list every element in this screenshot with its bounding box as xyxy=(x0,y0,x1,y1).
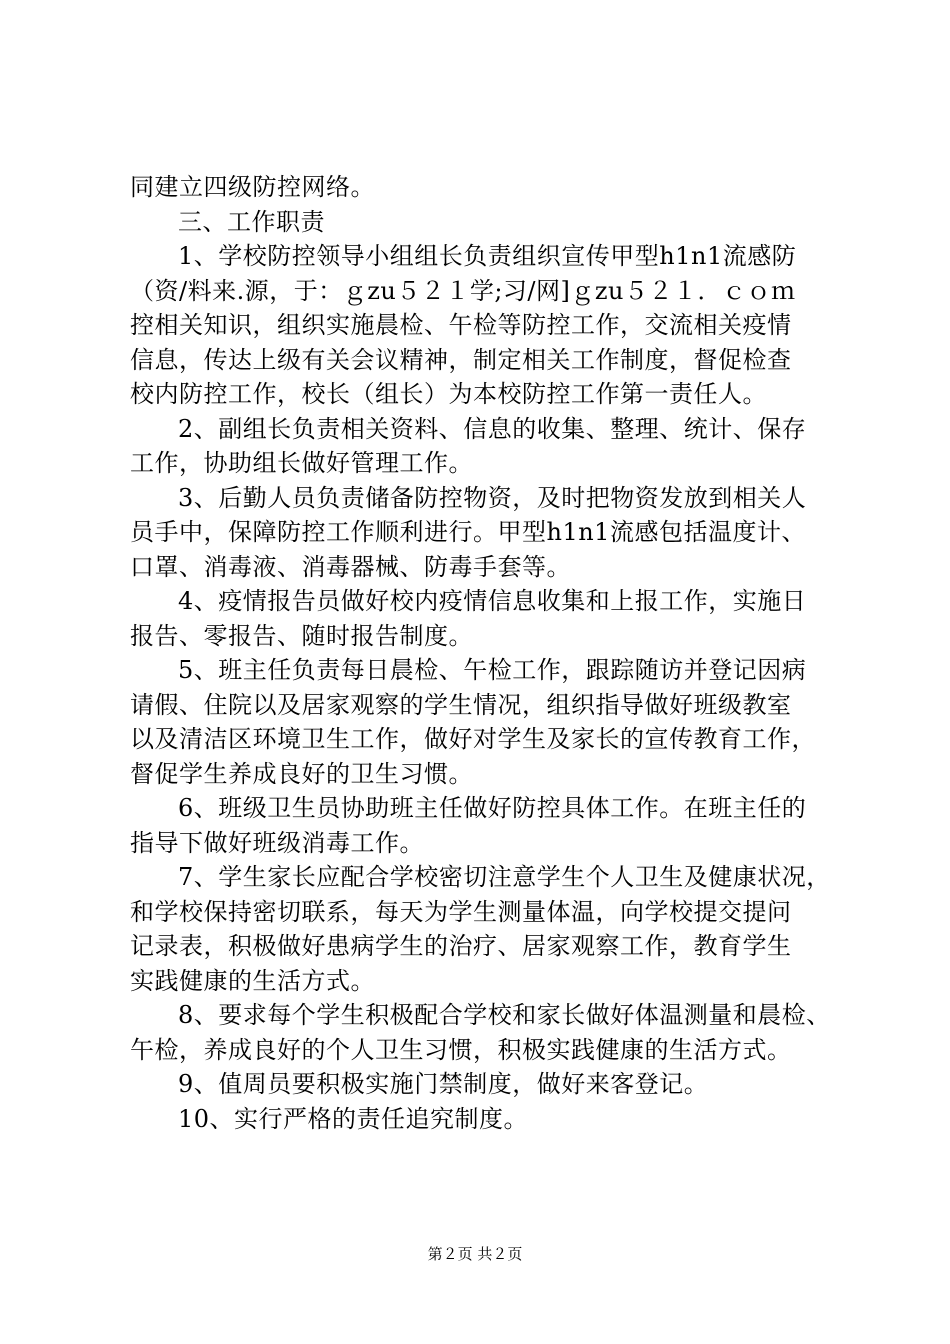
text-line: 4、疫情报告员做好校内疫情信息收集和上报工作，实施日 xyxy=(178,587,807,615)
text-line: 督促学生养成良好的卫生习惯。 xyxy=(130,759,473,788)
text-line: 10、实行严格的责任追究制度。 xyxy=(178,1104,529,1133)
text-line: 校内防控工作，校长（组长）为本校防控工作第一责任人。 xyxy=(130,380,767,408)
text-line: 2、副组长负责相关资料、信息的收集、整理、统计、保存 xyxy=(178,414,807,443)
text-line: 8、要求每个学生积极配合学校和家长做好体温测量和晨检、 xyxy=(178,1001,831,1029)
text-line: 三、工作职责 xyxy=(178,207,325,236)
text-line: （资/料来.源，于：ｇzu５２１学;习/网]ｇzu５２１．ｃｏｍ xyxy=(130,276,796,305)
text-line: 午检，养成良好的个人卫生习惯，积极实践健康的生活方式。 xyxy=(130,1035,792,1064)
text-line: 5、班主任负责每日晨检、午检工作，跟踪随访并登记因病 xyxy=(178,656,807,684)
text-line: 员手中，保障防控工作顺利进行。甲型h1n1流感包括温度计、 xyxy=(130,518,806,546)
text-line: 指导下做好班级消毒工作。 xyxy=(130,828,424,857)
page-footer: 第２页 共２页 xyxy=(427,1245,523,1263)
text-line: 6、班级卫生员协助班主任做好防控具体工作。在班主任的 xyxy=(178,794,807,822)
text-line: 3、后勤人员负责储备防控物资，及时把物资发放到相关人 xyxy=(178,483,807,512)
text-line: 记录表，积极做好患病学生的治疗、居家观察工作，教育学生 xyxy=(130,932,792,960)
document-body xyxy=(130,170,830,1136)
text-line: 9、值周员要积极实施门禁制度，做好来客登记。 xyxy=(178,1070,709,1098)
text-line: 实践健康的生活方式。 xyxy=(130,966,375,995)
text-line: 7、学生家长应配合学校密切注意学生个人卫生及健康状况， xyxy=(178,863,831,891)
text-line: 以及清洁区环境卫生工作，做好对学生及家长的宣传教育工作， xyxy=(130,725,816,753)
text-line: 口罩、消毒液、消毒器械、防毒手套等。 xyxy=(130,552,571,581)
text-line: 同建立四级防控网络。 xyxy=(130,173,375,201)
text-line: 控相关知识，组织实施晨检、午检等防控工作，交流相关疫情 xyxy=(130,311,792,339)
text-line: 信息，传达上级有关会议精神，制定相关工作制度，督促检查 xyxy=(130,345,792,374)
text-line: 请假、住院以及居家观察的学生情况，组织指导做好班级教室 xyxy=(130,690,792,719)
text-line: 和学校保持密切联系，每天为学生测量体温，向学校提交提问 xyxy=(130,897,792,926)
text-line: 1、学校防控领导小组组长负责组织宣传甲型h1n1流感防 xyxy=(178,242,797,270)
text-line: 报告、零报告、随时报告制度。 xyxy=(130,621,473,650)
text-line: 工作，协助组长做好管理工作。 xyxy=(130,449,473,477)
